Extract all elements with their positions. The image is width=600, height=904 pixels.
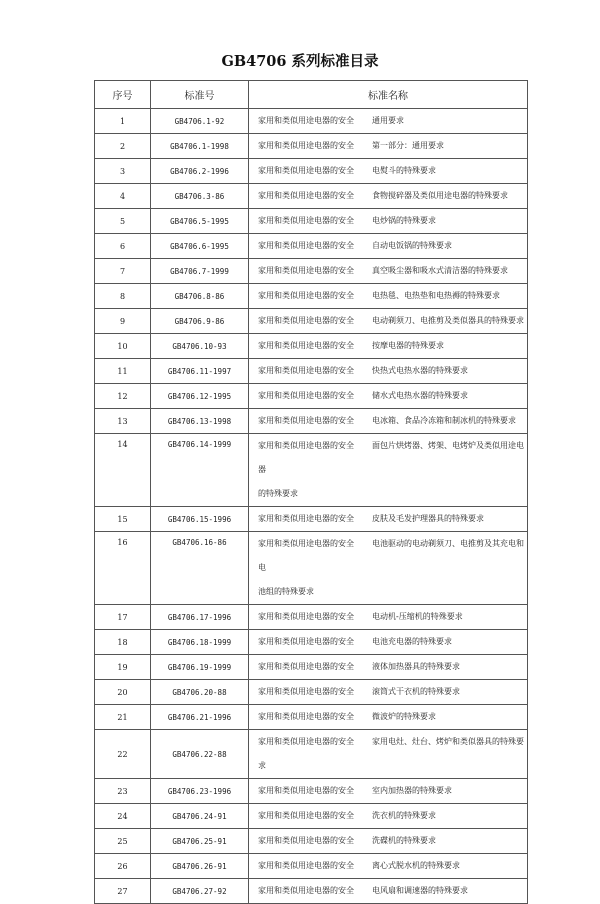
serial-no-cell: 17 [95, 605, 151, 630]
name-prefix: 家用和类似用途电器的安全 [258, 141, 354, 150]
standard-code-cell: GB4706.8-86 [151, 284, 249, 309]
table-row [95, 779, 528, 804]
serial-no-cell: 19 [95, 655, 151, 680]
standard-code-cell: GB4706.27-92 [151, 879, 249, 904]
serial-no-cell: 22 [95, 730, 151, 779]
standards-table [94, 80, 528, 904]
name-desc: 储水式电热水器的特殊要求 [372, 391, 468, 400]
name-desc-continued: 的特殊要求 [258, 489, 298, 498]
name-prefix: 家用和类似用途电器的安全 [258, 687, 354, 696]
serial-no-cell: 9 [95, 309, 151, 334]
table-row [95, 409, 528, 434]
name-desc: 快热式电热水器的特殊要求 [372, 366, 468, 375]
header-standard-name: 标准名称 [249, 81, 528, 109]
table-row [95, 507, 528, 532]
standard-code-cell: GB4706.24-91 [151, 804, 249, 829]
name-prefix: 家用和类似用途电器的安全 [258, 786, 354, 795]
serial-no-cell: 10 [95, 334, 151, 359]
standard-name-cell [249, 804, 528, 829]
name-prefix: 家用和类似用途电器的安全 [258, 216, 354, 225]
table-row [95, 259, 528, 284]
serial-no-cell: 11 [95, 359, 151, 384]
name-prefix: 家用和类似用途电器的安全 [258, 662, 354, 671]
name-desc: 电炒锅的特殊要求 [372, 216, 436, 225]
name-prefix: 家用和类似用途电器的安全 [258, 366, 354, 375]
serial-no-cell: 24 [95, 804, 151, 829]
name-desc: 电风扇和调速器的特殊要求 [372, 886, 468, 895]
name-desc: 食物搅碎器及类似用途电器的特殊要求 [372, 191, 508, 200]
header-standard-code: 标准号 [151, 81, 249, 109]
name-desc: 电池驱动的电动剃须刀、电推剪及其充电和电 [258, 539, 524, 572]
table-row [95, 184, 528, 209]
name-desc: 微波炉的特殊要求 [372, 712, 436, 721]
table-row [95, 879, 528, 904]
serial-no-cell: 8 [95, 284, 151, 309]
name-desc: 液体加热器具的特殊要求 [372, 662, 460, 671]
standard-code-cell: GB4706.9-86 [151, 309, 249, 334]
name-desc: 家用电灶、灶台、烤炉和类似器具的特殊要求 [258, 737, 524, 770]
name-desc: 室内加热器的特殊要求 [372, 786, 452, 795]
name-desc: 皮肤及毛发护理器具的特殊要求 [372, 514, 484, 523]
standard-code-cell: GB4706.25-91 [151, 829, 249, 854]
page-title: GB4706 系列标准目录 [221, 53, 379, 70]
standard-code-cell: GB4706.15-1996 [151, 507, 249, 532]
serial-no-cell: 23 [95, 779, 151, 804]
table-row [95, 384, 528, 409]
name-desc: 面包片烘烤器、烤架、电烤炉及类似用途电器 [258, 441, 524, 474]
name-desc: 自动电饭锅的特殊要求 [372, 241, 452, 250]
standard-name-cell [249, 879, 528, 904]
table-row [95, 309, 528, 334]
name-prefix: 家用和类似用途电器的安全 [258, 637, 354, 646]
standard-name-cell [249, 309, 528, 334]
name-desc: 滚筒式干衣机的特殊要求 [372, 687, 460, 696]
serial-no-cell: 14 [95, 434, 151, 507]
name-prefix: 家用和类似用途电器的安全 [258, 191, 354, 200]
standard-code-cell: GB4706.6-1995 [151, 234, 249, 259]
table-row [95, 705, 528, 730]
standard-code-cell: GB4706.7-1999 [151, 259, 249, 284]
name-prefix: 家用和类似用途电器的安全 [258, 291, 354, 300]
name-desc: 洗碟机的特殊要求 [372, 836, 436, 845]
header-serial-no: 序号 [95, 81, 151, 109]
standard-name-cell [249, 507, 528, 532]
standard-name-cell [249, 234, 528, 259]
standard-name-cell [249, 854, 528, 879]
standard-name-cell [249, 630, 528, 655]
name-prefix: 家用和类似用途电器的安全 [258, 836, 354, 845]
name-prefix: 家用和类似用途电器的安全 [258, 539, 354, 548]
table-row [95, 209, 528, 234]
standard-name-cell [249, 184, 528, 209]
standard-code-cell: GB4706.12-1995 [151, 384, 249, 409]
name-prefix: 家用和类似用途电器的安全 [258, 712, 354, 721]
standard-code-cell: GB4706.19-1999 [151, 655, 249, 680]
name-prefix: 家用和类似用途电器的安全 [258, 316, 354, 325]
standard-name-cell [249, 159, 528, 184]
standard-name-cell [249, 259, 528, 284]
name-desc: 电池充电器的特殊要求 [372, 637, 452, 646]
table-row [95, 605, 528, 630]
standard-name-cell [249, 109, 528, 134]
standard-code-cell: GB4706.3-86 [151, 184, 249, 209]
serial-no-cell: 21 [95, 705, 151, 730]
serial-no-cell: 6 [95, 234, 151, 259]
standard-code-cell: GB4706.23-1996 [151, 779, 249, 804]
standard-name-cell [249, 779, 528, 804]
name-prefix: 家用和类似用途电器的安全 [258, 391, 354, 400]
table-row [95, 804, 528, 829]
standard-name-cell [249, 655, 528, 680]
standard-name-cell [249, 384, 528, 409]
name-desc: 电动机-压缩机的特殊要求 [372, 612, 463, 621]
name-desc: 离心式脱水机的特殊要求 [372, 861, 460, 870]
name-prefix: 家用和类似用途电器的安全 [258, 416, 354, 425]
standard-name-cell [249, 409, 528, 434]
serial-no-cell: 20 [95, 680, 151, 705]
serial-no-cell: 16 [95, 532, 151, 605]
name-prefix: 家用和类似用途电器的安全 [258, 341, 354, 350]
standard-code-cell: GB4706.20-88 [151, 680, 249, 705]
name-desc: 电熨斗的特殊要求 [372, 166, 436, 175]
table-header-row [95, 81, 528, 109]
table-row [95, 532, 528, 605]
name-desc: 电热毯、电热垫和电热褥的特殊要求 [372, 291, 500, 300]
standard-name-cell [249, 134, 528, 159]
table-row [95, 359, 528, 384]
standard-code-cell: GB4706.1-92 [151, 109, 249, 134]
name-desc: 通用要求 [372, 116, 404, 125]
table-row [95, 159, 528, 184]
serial-no-cell: 3 [95, 159, 151, 184]
name-prefix: 家用和类似用途电器的安全 [258, 266, 354, 275]
serial-no-cell: 2 [95, 134, 151, 159]
name-desc: 电动剃须刀、电推剪及类似器具的特殊要求 [372, 316, 524, 325]
name-prefix: 家用和类似用途电器的安全 [258, 612, 354, 621]
standard-code-cell: GB4706.11-1997 [151, 359, 249, 384]
serial-no-cell: 15 [95, 507, 151, 532]
standard-code-cell: GB4706.13-1998 [151, 409, 249, 434]
serial-no-cell: 26 [95, 854, 151, 879]
standard-code-cell: GB4706.17-1996 [151, 605, 249, 630]
table-row [95, 284, 528, 309]
table-row [95, 109, 528, 134]
standard-code-cell: GB4706.22-88 [151, 730, 249, 779]
serial-no-cell: 27 [95, 879, 151, 904]
name-prefix: 家用和类似用途电器的安全 [258, 861, 354, 870]
standard-name-cell [249, 209, 528, 234]
name-prefix: 家用和类似用途电器的安全 [258, 166, 354, 175]
standard-code-cell: GB4706.2-1996 [151, 159, 249, 184]
name-desc: 电冰箱、食品冷冻箱和制冰机的特殊要求 [372, 416, 516, 425]
name-prefix: 家用和类似用途电器的安全 [258, 886, 354, 895]
name-prefix: 家用和类似用途电器的安全 [258, 737, 354, 746]
standard-name-cell [249, 730, 528, 779]
standard-name-cell [249, 284, 528, 309]
table-row [95, 234, 528, 259]
name-desc: 第一部分：通用要求 [372, 141, 444, 150]
name-prefix: 家用和类似用途电器的安全 [258, 241, 354, 250]
standard-name-cell [249, 605, 528, 630]
table-row [95, 434, 528, 507]
standard-name-cell [249, 705, 528, 730]
serial-no-cell: 18 [95, 630, 151, 655]
table-row [95, 730, 528, 779]
table-row [95, 334, 528, 359]
standard-name-cell [249, 359, 528, 384]
name-prefix: 家用和类似用途电器的安全 [258, 514, 354, 523]
standard-name-cell [249, 434, 528, 507]
standard-name-cell [249, 680, 528, 705]
standard-code-cell: GB4706.10-93 [151, 334, 249, 359]
serial-no-cell: 7 [95, 259, 151, 284]
serial-no-cell: 5 [95, 209, 151, 234]
standard-code-cell: GB4706.14-1999 [151, 434, 249, 507]
standard-code-cell: GB4706.5-1995 [151, 209, 249, 234]
standard-code-cell: GB4706.1-1998 [151, 134, 249, 159]
serial-no-cell: 4 [95, 184, 151, 209]
name-desc: 洗衣机的特殊要求 [372, 811, 436, 820]
standard-code-cell: GB4706.18-1999 [151, 630, 249, 655]
standard-code-cell: GB4706.26-91 [151, 854, 249, 879]
name-prefix: 家用和类似用途电器的安全 [258, 441, 354, 450]
standard-name-cell [249, 334, 528, 359]
standard-code-cell: GB4706.16-86 [151, 532, 249, 605]
serial-no-cell: 25 [95, 829, 151, 854]
table-row [95, 655, 528, 680]
name-prefix: 家用和类似用途电器的安全 [258, 116, 354, 125]
serial-no-cell: 1 [95, 109, 151, 134]
table-row [95, 630, 528, 655]
table-row [95, 134, 528, 159]
table-row [95, 854, 528, 879]
standard-name-cell [249, 532, 528, 605]
name-desc: 真空吸尘器和吸水式清洁器的特殊要求 [372, 266, 508, 275]
table-row [95, 680, 528, 705]
serial-no-cell: 12 [95, 384, 151, 409]
name-desc-continued: 池组的特殊要求 [258, 587, 314, 596]
standard-code-cell: GB4706.21-1996 [151, 705, 249, 730]
name-prefix: 家用和类似用途电器的安全 [258, 811, 354, 820]
serial-no-cell: 13 [95, 409, 151, 434]
name-desc: 按摩电器的特殊要求 [372, 341, 444, 350]
